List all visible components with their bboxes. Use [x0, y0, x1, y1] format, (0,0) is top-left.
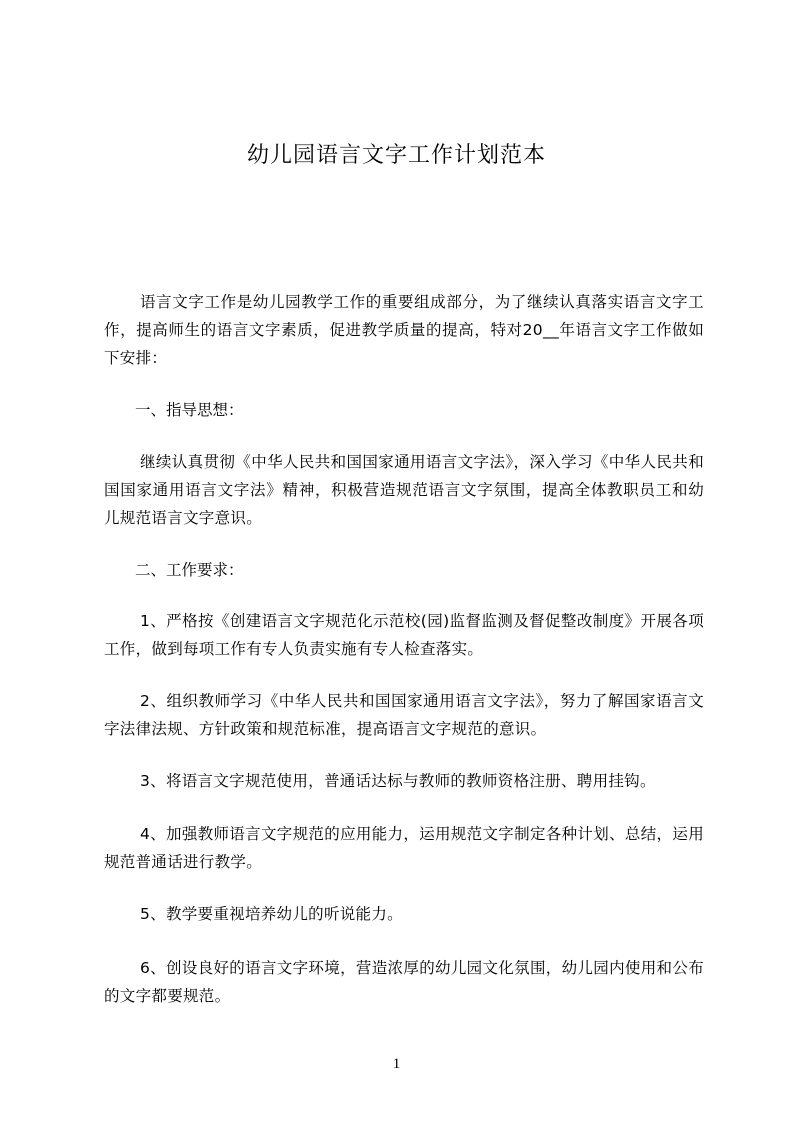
- requirement-item: 6、创设良好的语言文字环境，营造浓厚的幼儿园文化氛围，幼儿园内使用和公布的文字都要规范。: [104, 959, 704, 1005]
- requirement-item: 4、加强教师语言文字规范的应用能力，运用规范文字制定各种计划、总结，运用规范普通话进行教学。: [104, 825, 704, 871]
- requirement-item: 1、严格按《创建语言文字规范化示范校(园)监督监测及督促整改制度》开展各项工作，做到每项工作有专人负责实施有专人检查落实。: [104, 612, 704, 658]
- requirement-item: 5、教学要重视培养幼儿的听说能力。: [140, 905, 403, 923]
- page-number: 1: [392, 1056, 401, 1072]
- section-heading-guiding-ideology: 一、指导思想：: [135, 401, 244, 419]
- document-title: 幼儿园语言文字工作计划范本: [246, 143, 546, 168]
- requirement-item: 2、组织教师学习《中华人民共和国国家通用语言文字法》，努力了解国家语言文字法律法规、方针政策和规范标准，提高语言文字规范的意识。: [104, 692, 704, 738]
- intro-paragraph: 语言文字工作是幼儿园教学工作的重要组成部分，为了继续认真落实语言文字工作，提高师生的语言文字素质，促进教学质量的提高，特对20__年语言文字工作做如下安排：: [104, 293, 704, 367]
- requirement-item: 3、将语言文字规范使用，普通话达标与教师的教师资格注册、聘用挂钩。: [140, 772, 656, 790]
- section-body-guiding-ideology: 继续认真贯彻《中华人民共和国国家通用语言文字法》，深入学习《中华人民共和国国家通用语言文字法》精神，积极营造规范语言文字氛围，提高全体教职员工和幼儿规范语言文字意识。: [104, 453, 704, 527]
- section-heading-work-requirements: 二、工作要求：: [135, 561, 244, 579]
